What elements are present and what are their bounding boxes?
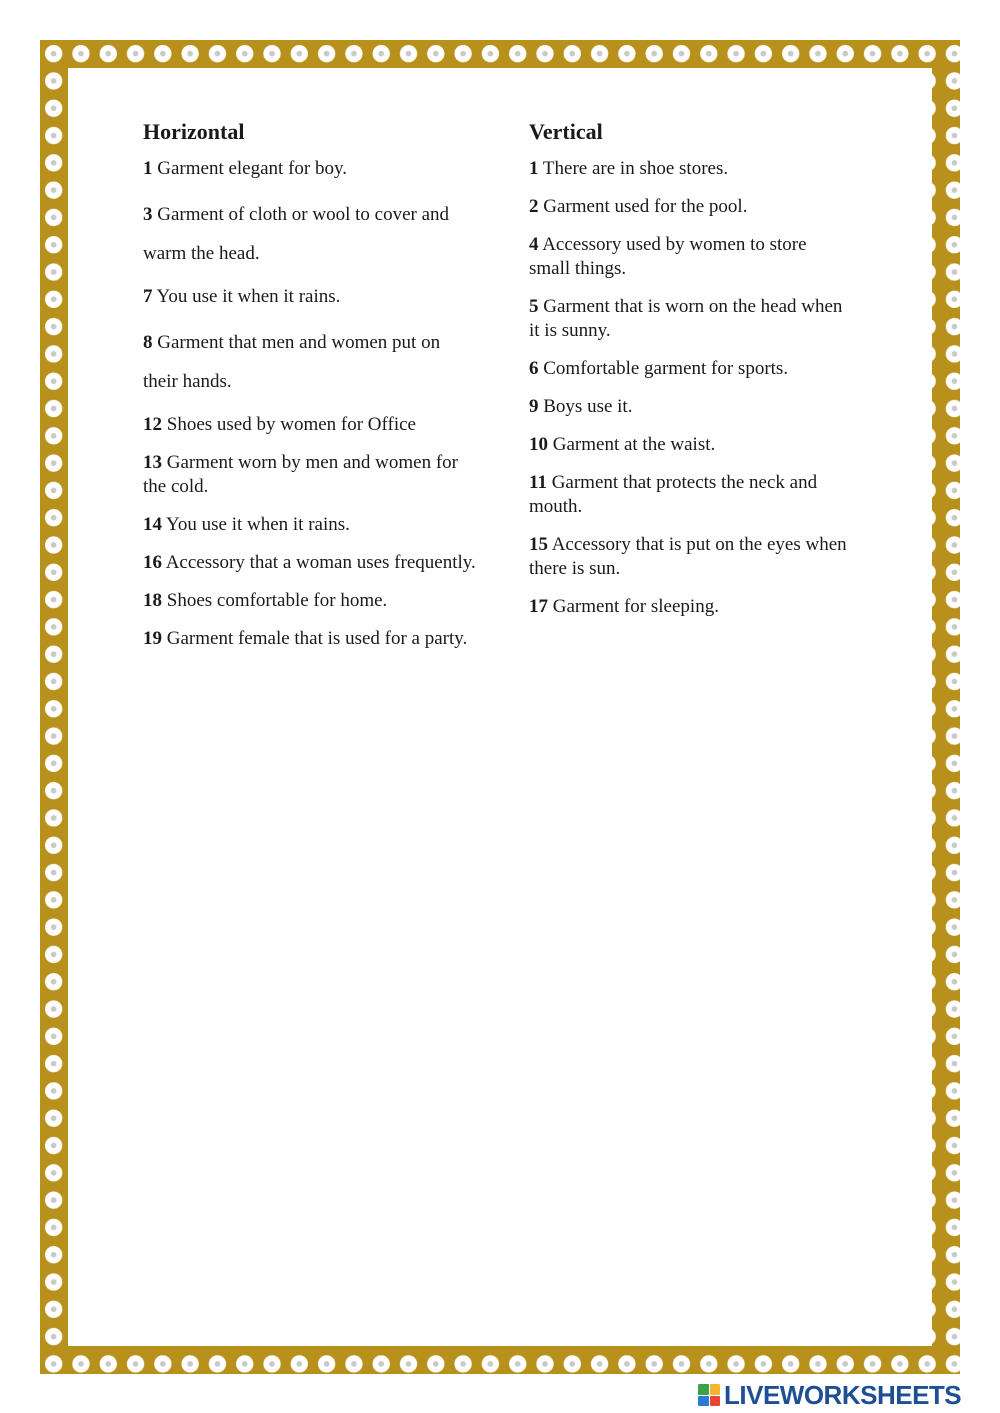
clue-text: Comfortable garment for sports.	[543, 358, 789, 379]
vertical-clue-1	[529, 157, 849, 181]
clue-number: 8	[143, 332, 153, 353]
clue-text: Accessory that is put on the eyes when there is sun.	[529, 534, 847, 579]
clue-number: 15	[529, 534, 548, 555]
clue-number: 1	[143, 158, 153, 179]
vertical-clue-15	[529, 533, 849, 581]
vertical-clue-9	[529, 395, 849, 419]
clue-text: Shoes comfortable for home.	[166, 590, 388, 611]
horizontal-clue-3	[143, 195, 478, 273]
clue-number: 14	[143, 514, 162, 535]
clue-text: Garment at the waist.	[552, 434, 716, 455]
horizontal-clue-18	[143, 589, 478, 613]
clue-number: 9	[529, 396, 539, 417]
horizontal-clue-8	[143, 323, 478, 401]
clue-text: You use it when it rains.	[166, 514, 350, 535]
clue-text: Garment that men and women put on their hands.	[143, 332, 441, 392]
brand-name: LIVEWORKSHEETS	[724, 1379, 962, 1410]
vertical-heading: Vertical	[529, 119, 603, 144]
vertical-clue-5	[529, 295, 849, 343]
clue-number: 17	[529, 596, 548, 617]
clue-text: Garment that protects the neck and mouth.	[529, 472, 818, 517]
vertical-clue-4	[529, 233, 849, 281]
clue-text: Shoes used by women for Office	[166, 414, 416, 435]
horizontal-clue-14	[143, 513, 478, 537]
horizontal-clue-1	[143, 157, 478, 181]
clue-number: 19	[143, 628, 162, 649]
horizontal-clue-7	[143, 285, 478, 309]
clue-number: 7	[143, 286, 153, 307]
clue-number: 12	[143, 414, 162, 435]
clue-text: Garment for sleeping.	[552, 596, 719, 617]
clue-number: 6	[529, 358, 539, 379]
vertical-clues-column	[529, 117, 849, 633]
clue-number: 18	[143, 590, 162, 611]
clue-text: Accessory that a woman uses frequently.	[165, 552, 476, 573]
clue-number: 1	[529, 158, 539, 179]
liveworksheets-logo-icon	[698, 1384, 720, 1406]
clue-text: You use it when it rains.	[156, 286, 341, 307]
clue-text: Garment used for the pool.	[543, 196, 748, 217]
horizontal-clues-column	[143, 117, 478, 665]
clue-number: 3	[143, 204, 153, 225]
clue-number: 10	[529, 434, 548, 455]
horizontal-clue-19	[143, 627, 478, 651]
vertical-clue-10	[529, 433, 849, 457]
horizontal-clue-12	[143, 413, 478, 437]
clue-text: Garment worn by men and women for the cold.	[143, 452, 459, 497]
clue-text: Garment female that is used for a party.	[166, 628, 468, 649]
clue-text: Garment that is worn on the head when it is sunny.	[529, 296, 843, 341]
vertical-clue-11	[529, 471, 849, 519]
clue-number: 5	[529, 296, 539, 317]
clue-number: 16	[143, 552, 162, 573]
horizontal-clue-16	[143, 551, 478, 575]
clue-text: Garment elegant for boy.	[157, 158, 347, 179]
clue-text: There are in shoe stores.	[542, 158, 729, 179]
vertical-clue-6	[529, 357, 849, 381]
horizontal-clue-13	[143, 451, 478, 499]
clue-number: 13	[143, 452, 162, 473]
clue-number: 2	[529, 196, 539, 217]
clue-number: 11	[529, 472, 547, 493]
liveworksheets-branding[interactable]	[698, 1378, 961, 1412]
vertical-clue-17	[529, 595, 849, 619]
clue-number: 4	[529, 234, 539, 255]
horizontal-heading: Horizontal	[143, 119, 245, 144]
vertical-clue-2	[529, 195, 849, 219]
clue-text: Accessory used by women to store small things.	[529, 234, 807, 279]
clue-text: Garment of cloth or wool to cover and warm the head.	[143, 204, 450, 264]
clue-text: Boys use it.	[543, 396, 633, 417]
